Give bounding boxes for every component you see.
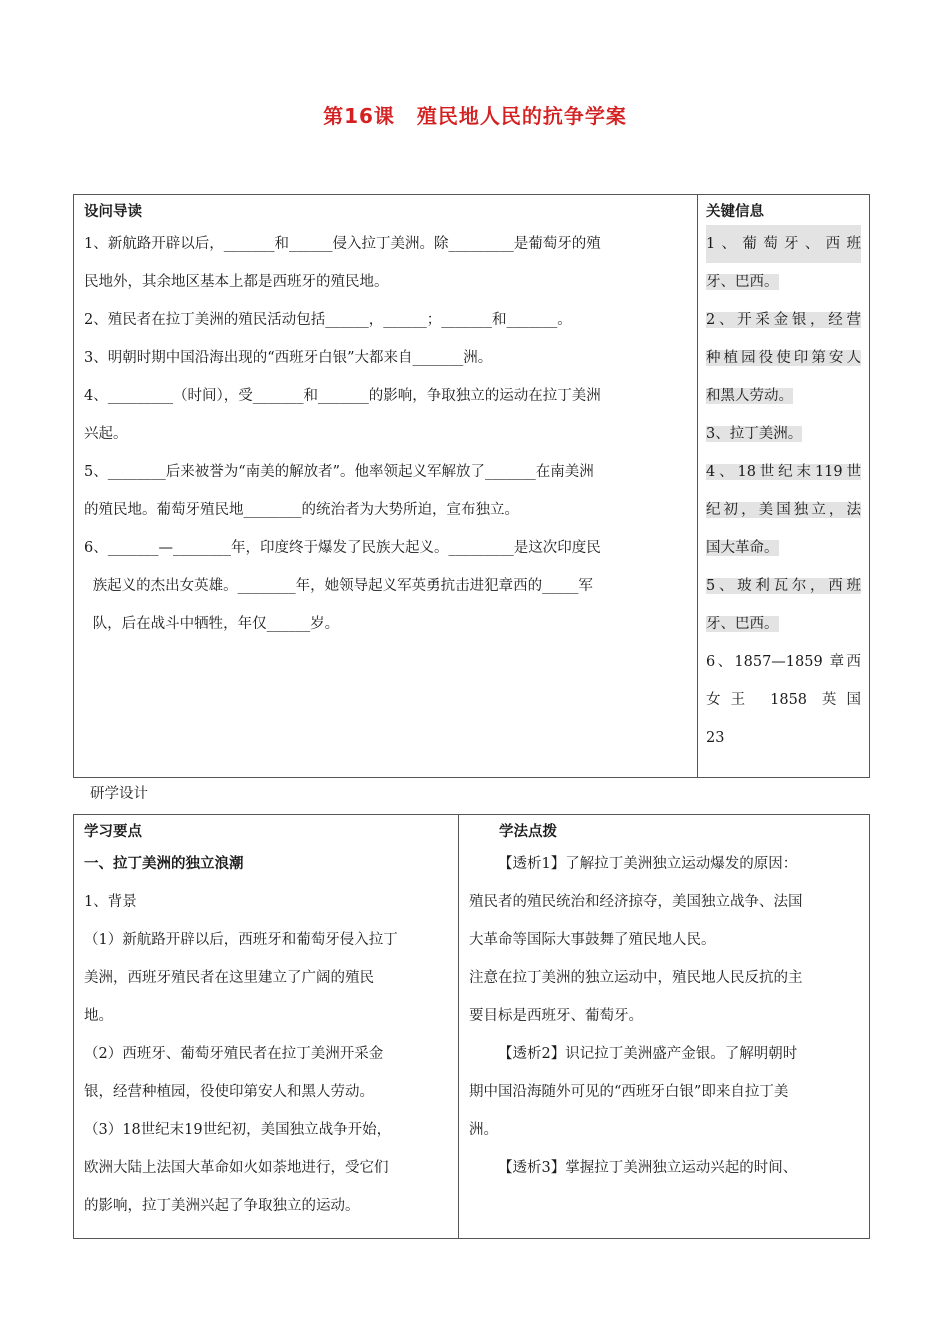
method-tips-cell xyxy=(459,815,870,1239)
key-answer-2: 2、开采金银，经营 xyxy=(706,312,861,328)
question-5-cont: 的殖民地。葡萄牙殖民地________的统治者为大势所迫，宣布独立。 xyxy=(84,502,519,518)
method-heading: 学法点拨 xyxy=(499,824,557,840)
study-point-2-cont: 银，经营种植园，役使印第安人和黑人劳动。 xyxy=(84,1084,374,1100)
question-1-cont: 民地外，其余地区基本上都是西班牙的殖民地。 xyxy=(84,274,389,290)
analysis-1: 【透析1】了解拉丁美洲独立运动爆发的原因： xyxy=(498,856,798,872)
key-answer-5-cont: 牙、巴西。 xyxy=(706,616,779,632)
question-1: 1、新航路开辟以后，_______和______侵入拉丁美洲。除_________是葡萄牙的殖 xyxy=(84,236,601,252)
question-2: 2、殖民者在拉丁美洲的殖民活动包括______，______；_______和_______。 xyxy=(84,312,572,328)
key-answer-6: 6、1857—1859 章西 xyxy=(706,654,861,670)
guide-cell xyxy=(74,195,698,778)
page-title xyxy=(0,100,950,129)
question-4: 4、_________（时间），受_______和_______的影响，争取独立的运动在拉丁美洲 xyxy=(84,388,601,404)
study-point-2: （2）西班牙、葡萄牙殖民者在拉丁美洲开采金 xyxy=(84,1046,384,1062)
analysis-2: 【透析2】识记拉丁美洲盛产金银。了解明朝时 xyxy=(498,1046,798,1062)
guide-table xyxy=(73,194,870,778)
study-point-1-cont: 美洲，西班牙殖民者在这里建立了广阔的殖民 xyxy=(84,970,374,986)
question-6-end: 队，后在战斗中牺牲，年仅______岁。 xyxy=(92,616,340,632)
study-table xyxy=(73,814,870,1239)
guide-heading: 设问导读 xyxy=(84,204,142,220)
analysis-1-note-end: 要目标是西班牙、葡萄牙。 xyxy=(469,1008,643,1024)
key-answer-1-cont: 牙、巴西。 xyxy=(706,274,779,290)
question-3: 3、明朝时期中国沿海出现的“西班牙白银”大都来自_______洲。 xyxy=(84,350,493,366)
study-point-3-end: 的影响，拉丁美洲兴起了争取独立的运动。 xyxy=(84,1198,360,1214)
question-6-cont: 族起义的杰出女英雄。________年，她领导起义军英勇抗击进犯章西的_____军 xyxy=(92,578,593,594)
key-answer-2-cont: 种植园役使印第安人 xyxy=(706,350,861,366)
analysis-1-cont: 殖民者的殖民统治和经济掠夺，美国独立战争、法国 xyxy=(469,894,803,910)
analysis-1-line3: 大革命等国际大事鼓舞了殖民地人民。 xyxy=(469,932,716,948)
key-answer-6-end: 23 xyxy=(706,730,725,746)
analysis-3: 【透析3】掌握拉丁美洲独立运动兴起的时间、 xyxy=(498,1160,798,1176)
lesson-name: 殖民地人民的抗争学案 xyxy=(416,104,627,128)
study-heading: 学习要点 xyxy=(84,824,142,840)
key-answer-4-cont: 纪初，美国独立，法 xyxy=(706,502,861,518)
study-point-3-cont: 欧洲大陆上法国大革命如火如荼地进行，受它们 xyxy=(84,1160,389,1176)
key-answer-4-end: 国大革命。 xyxy=(706,540,779,556)
question-4-cont: 兴起。 xyxy=(84,426,128,442)
lesson-number: 第16课 xyxy=(323,104,395,128)
analysis-2-cont: 期中国沿海随外可见的“西班牙白银”即来自拉丁美 xyxy=(469,1084,789,1100)
study-point-1-end: 地。 xyxy=(84,1008,113,1024)
study-points-cell xyxy=(74,815,459,1239)
key-answer-1: 1、葡萄牙、西班 xyxy=(706,225,861,263)
study-point-3: （3）18世纪末19世纪初，美国独立战争开始， xyxy=(84,1122,392,1138)
question-6: 6、_______—________年，印度终于爆发了民族大起义。_________是这次印度民 xyxy=(84,540,601,556)
section-heading: 一、拉丁美洲的独立浪潮 xyxy=(84,856,244,872)
key-answer-4: 4、18世纪末119世 xyxy=(706,464,861,480)
section-caption: 研学设计 xyxy=(90,786,148,802)
study-point-1: （1）新航路开辟以后，西班牙和葡萄牙侵入拉丁 xyxy=(84,932,398,948)
key-answer-2-end: 和黑人劳动。 xyxy=(706,388,793,404)
analysis-2-end: 洲。 xyxy=(469,1122,498,1138)
subsection-heading: 1、背景 xyxy=(84,894,137,910)
analysis-1-note: 注意在拉丁美洲的独立运动中，殖民地人民反抗的主 xyxy=(469,970,803,986)
key-answer-3: 3、拉丁美洲。 xyxy=(706,426,803,442)
key-answer-6-cont: 女王 1858 英国 xyxy=(706,692,861,708)
key-answer-5: 5、玻利瓦尔，西班 xyxy=(706,578,861,594)
key-info-heading: 关键信息 xyxy=(706,204,764,220)
key-info-cell xyxy=(698,195,870,778)
question-5: 5、________后来被誉为“南美的解放者”。他率领起义军解放了_______在南美洲 xyxy=(84,464,594,480)
